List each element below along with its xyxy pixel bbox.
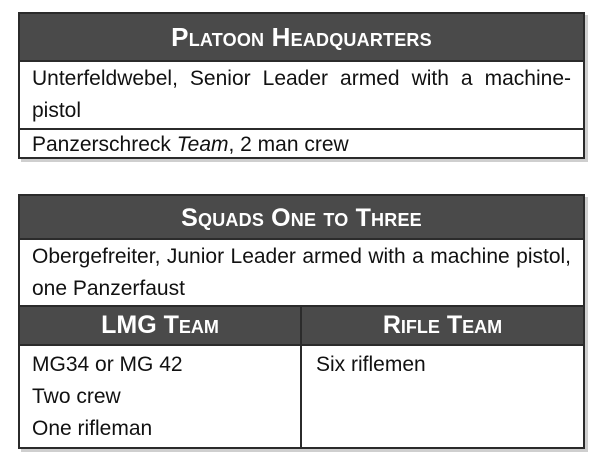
lmg-line: One rifleman <box>32 417 153 440</box>
lmg-team-cell <box>20 346 302 449</box>
team-header-row <box>20 305 583 344</box>
crew-count: , 2 man crew <box>228 133 349 156</box>
panzerschreck-row <box>20 128 583 161</box>
squads-table <box>18 194 585 449</box>
platoon-headquarters-table <box>18 12 585 159</box>
senior-leader-row: Unterfeldwebel, Senior Leader armed with a machine-pistol <box>32 67 571 122</box>
team-word: Team <box>176 133 229 156</box>
rifle-line: Six riflemen <box>316 353 426 376</box>
panzerschreck-label: Panzerschreck <box>32 133 177 156</box>
platoon-headquarters-title: Platoon Headquarters <box>20 14 583 62</box>
rifle-team-cell <box>302 346 583 449</box>
lmg-line: Two crew <box>32 385 121 408</box>
team-body-row <box>20 344 583 449</box>
rifle-team-header: Rifle Team <box>302 307 583 344</box>
lmg-line: MG34 or MG 42 <box>32 353 183 376</box>
lmg-team-header: LMG Team <box>20 307 302 344</box>
junior-leader-row: Obergefreiter, Junior Leader armed with a machine pistol, one Panzerfaust <box>32 245 571 300</box>
squads-title: Squads One to Three <box>20 196 583 240</box>
